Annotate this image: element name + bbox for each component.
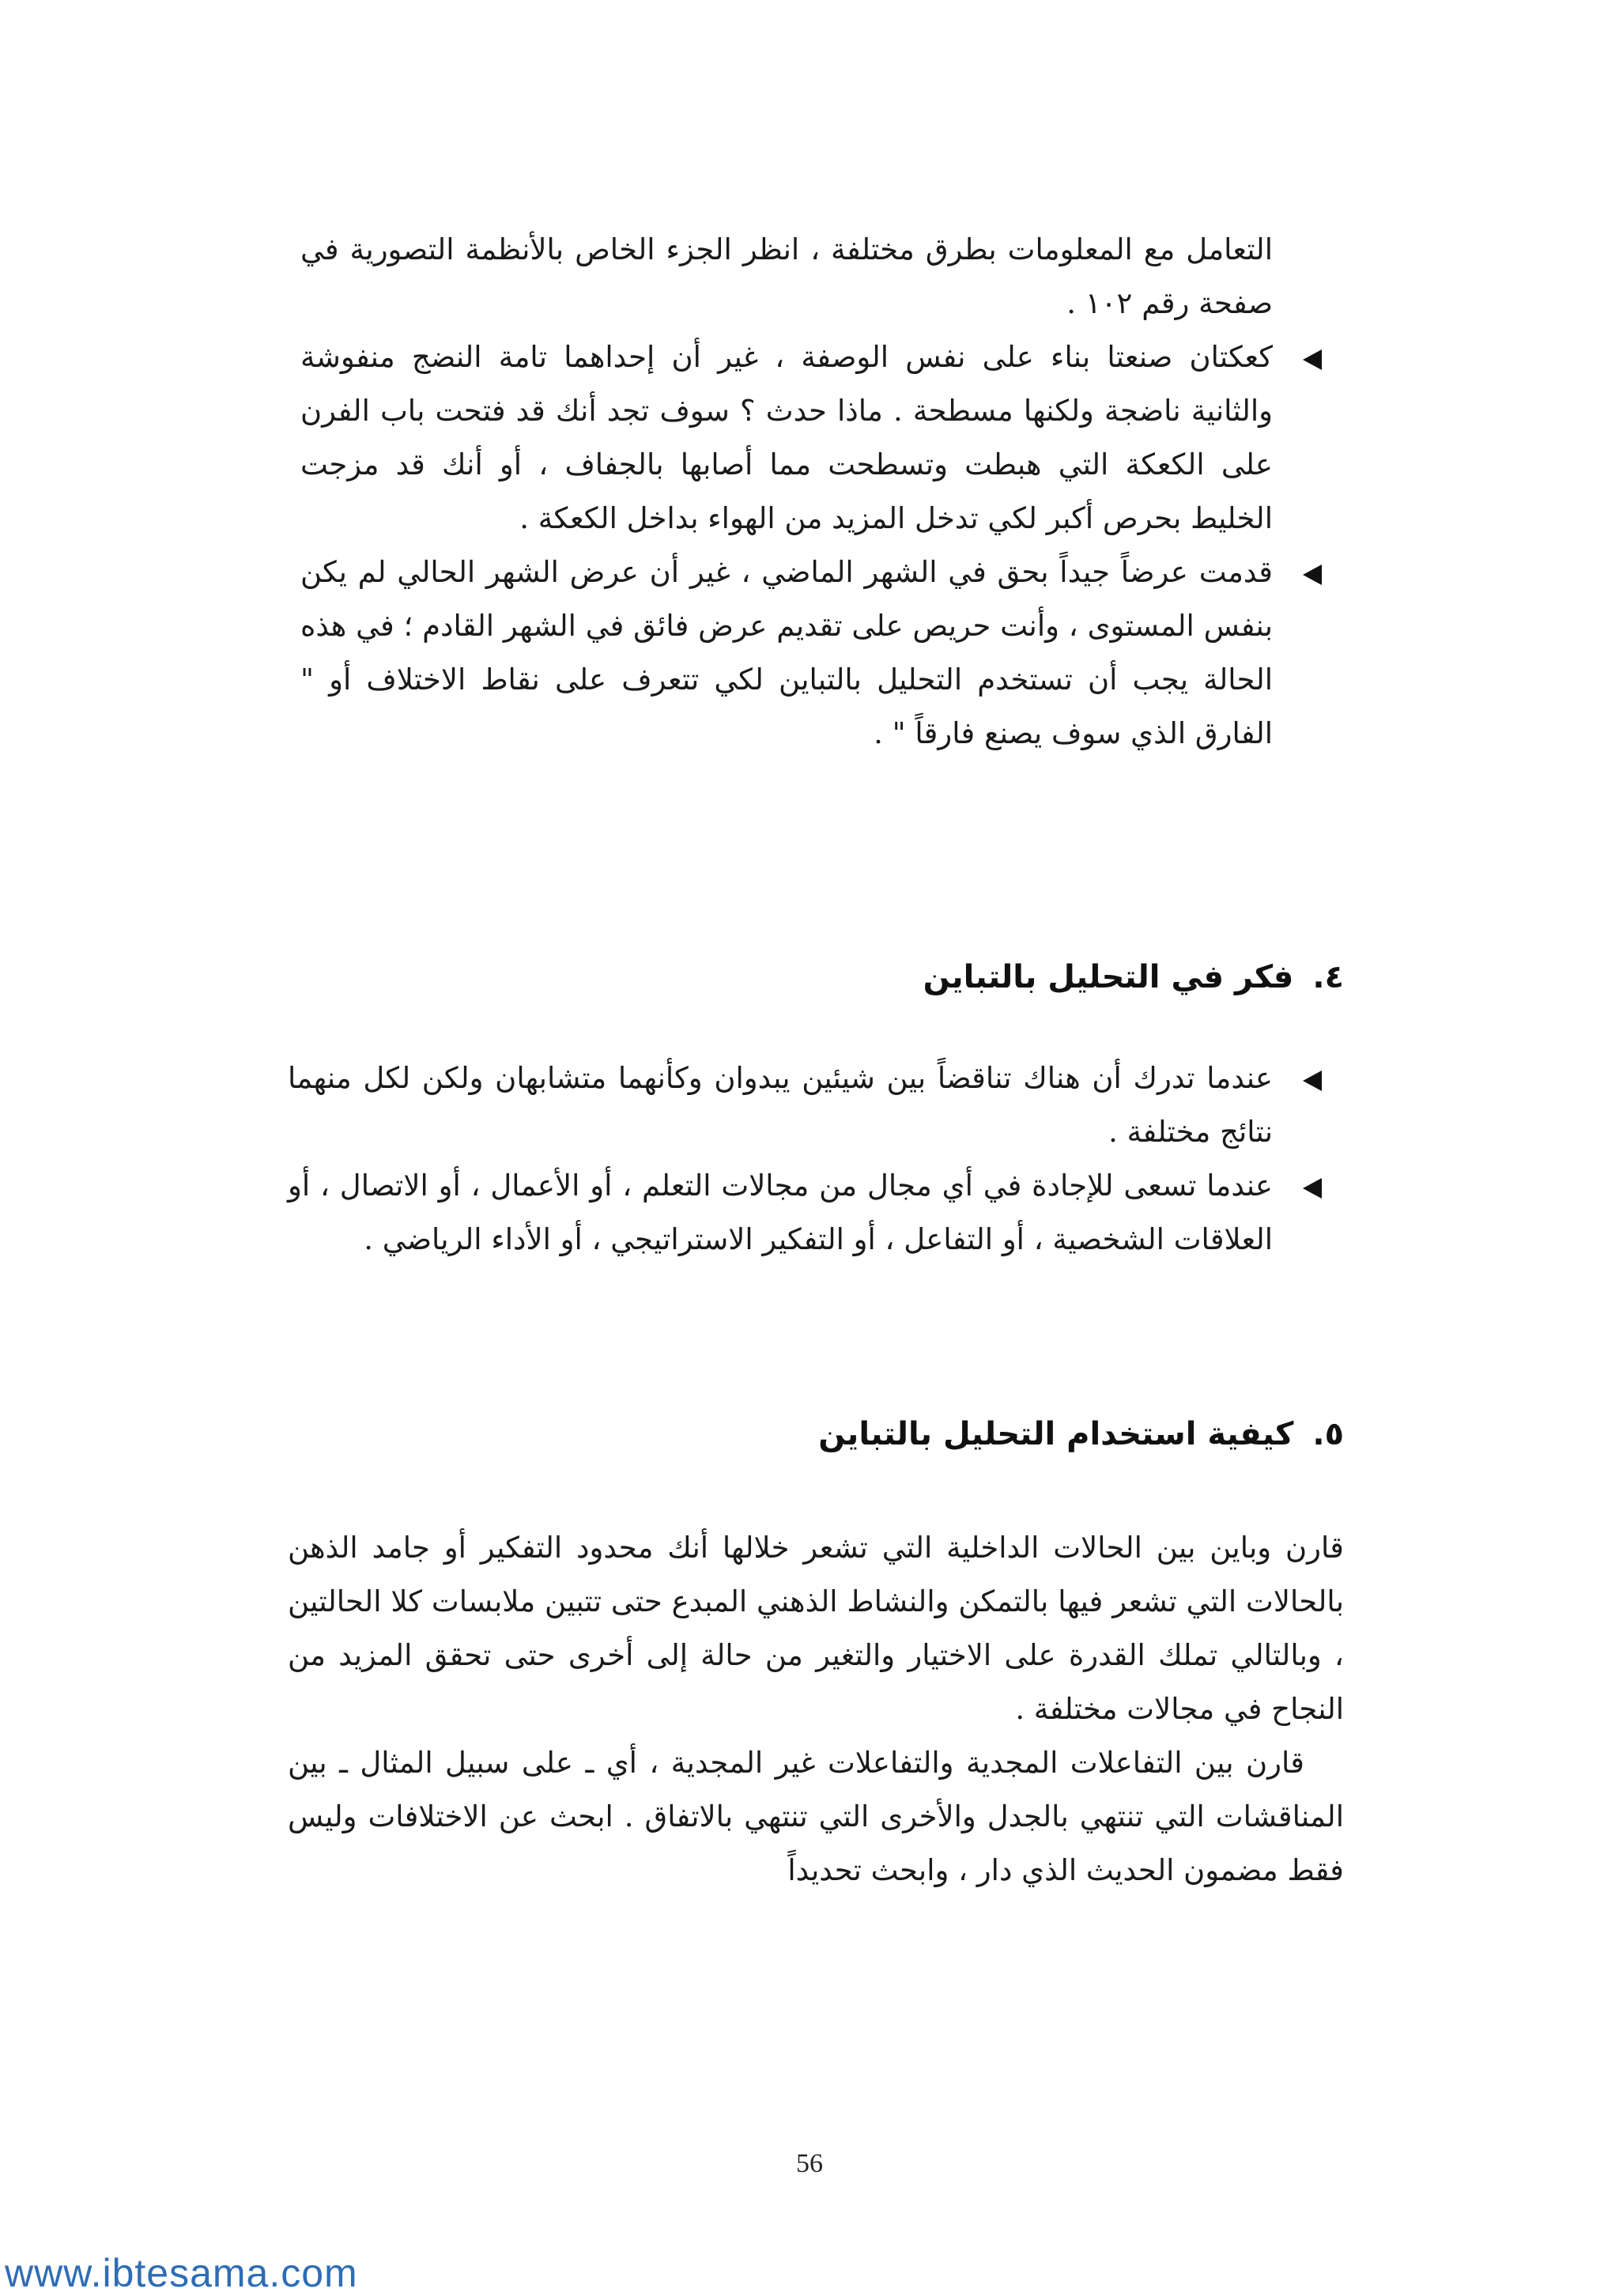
body-paragraph: قارن بين التفاعلات المجدية والتفاعلات غير المجدية ، أي ـ على سبيل المثال ـ بين المناقشات التي تنتهي بالجدل والأخرى التي تنتهي بالاتفاق . ابحث عن الاختلافات وليس فقط مضمون الحديث الذي دار ، وابحث تحديداً bbox=[288, 1746, 1344, 1887]
examples-list bbox=[300, 330, 1322, 761]
section-title: فكر في التحليل بالتباين bbox=[923, 959, 1294, 995]
list-item bbox=[300, 546, 1322, 761]
when-to-use-list bbox=[288, 1052, 1322, 1267]
body-paragraph: قارن وباين بين الحالات الداخلية التي تشعر خلالها أنك محدود التفكير أو جامد الذهن بالحالات التي تشعر فيها بالتمكن والنشاط الذهني المبدع حتى تتبين ملابسات كلا الحالتين ، وبالتالي تملك القدرة على الاختيار والتغير من حالة إلى أخرى حتى تحقق المزيد من النجاح في مجالات مختلفة . bbox=[288, 1531, 1344, 1726]
triangle-bullet-icon bbox=[1303, 1071, 1322, 1091]
list-item bbox=[288, 1159, 1322, 1267]
watermark: www.ibtesama.com bbox=[5, 2251, 358, 2295]
section-number: ٥. bbox=[1312, 1416, 1344, 1452]
body-text bbox=[288, 1521, 1344, 1898]
list-item bbox=[300, 330, 1322, 546]
triangle-bullet-icon bbox=[1303, 1178, 1322, 1199]
list-item-text: عندما تدرك أن هناك تناقضاً بين شيئين يبدوان وكأنهما متشابهان ولكن لكل منهما نتائج مختلفة . bbox=[288, 1061, 1273, 1149]
lead-paragraph: التعامل مع المعلومات بطرق مختلفة ، انظر الجزء الخاص بالأنظمة التصورية في صفحة رقم ١٠٢ . bbox=[300, 232, 1273, 320]
section-heading-5 bbox=[818, 1410, 1344, 1458]
section-heading-4 bbox=[923, 954, 1344, 1001]
list-item-text: كعكتان صنعتا بناء على نفس الوصفة ، غير أن إحداهما تامة النضج منفوشة والثانية ناضجة ولكنها مسطحة . ماذا حدث ؟ سوف تجد أنك قد فتحت باب الفرن على الكعكة التي هبطت وتسطحت مما أصابها بالجفاف ، أو أنك قد مزجت الخليط بحرص أكبر لكي تدخل المزيد من الهواء بداخل الكعكة . bbox=[300, 340, 1273, 535]
section-title: كيفية استخدام التحليل بالتباين bbox=[818, 1416, 1294, 1452]
triangle-bullet-icon bbox=[1303, 349, 1322, 370]
page-number: 56 bbox=[796, 2149, 823, 2178]
list-item-text: قدمت عرضاً جيداً بحق في الشهر الماضي ، غير أن عرض الشهر الحالي لم يكن بنفس المستوى ، وأنت حريص على تقديم عرض فائق في الشهر القادم ؛ في هذه الحالة يجب أن تستخدم التحليل بالتباين لكي تتعرف على نقاط الاختلاف أو " الفارق الذي سوف يصنع فارقاً " . bbox=[300, 555, 1273, 750]
triangle-bullet-icon bbox=[1303, 565, 1322, 585]
section-number: ٤. bbox=[1312, 959, 1344, 995]
list-item bbox=[288, 1052, 1322, 1159]
list-item-text: عندما تسعى للإجادة في أي مجال من مجالات التعلم ، أو الأعمال ، أو الاتصال ، أو العلاقات الشخصية ، أو التفاعل ، أو التفكير الاستراتيجي ، أو الأداء الرياضي . bbox=[288, 1169, 1273, 1256]
